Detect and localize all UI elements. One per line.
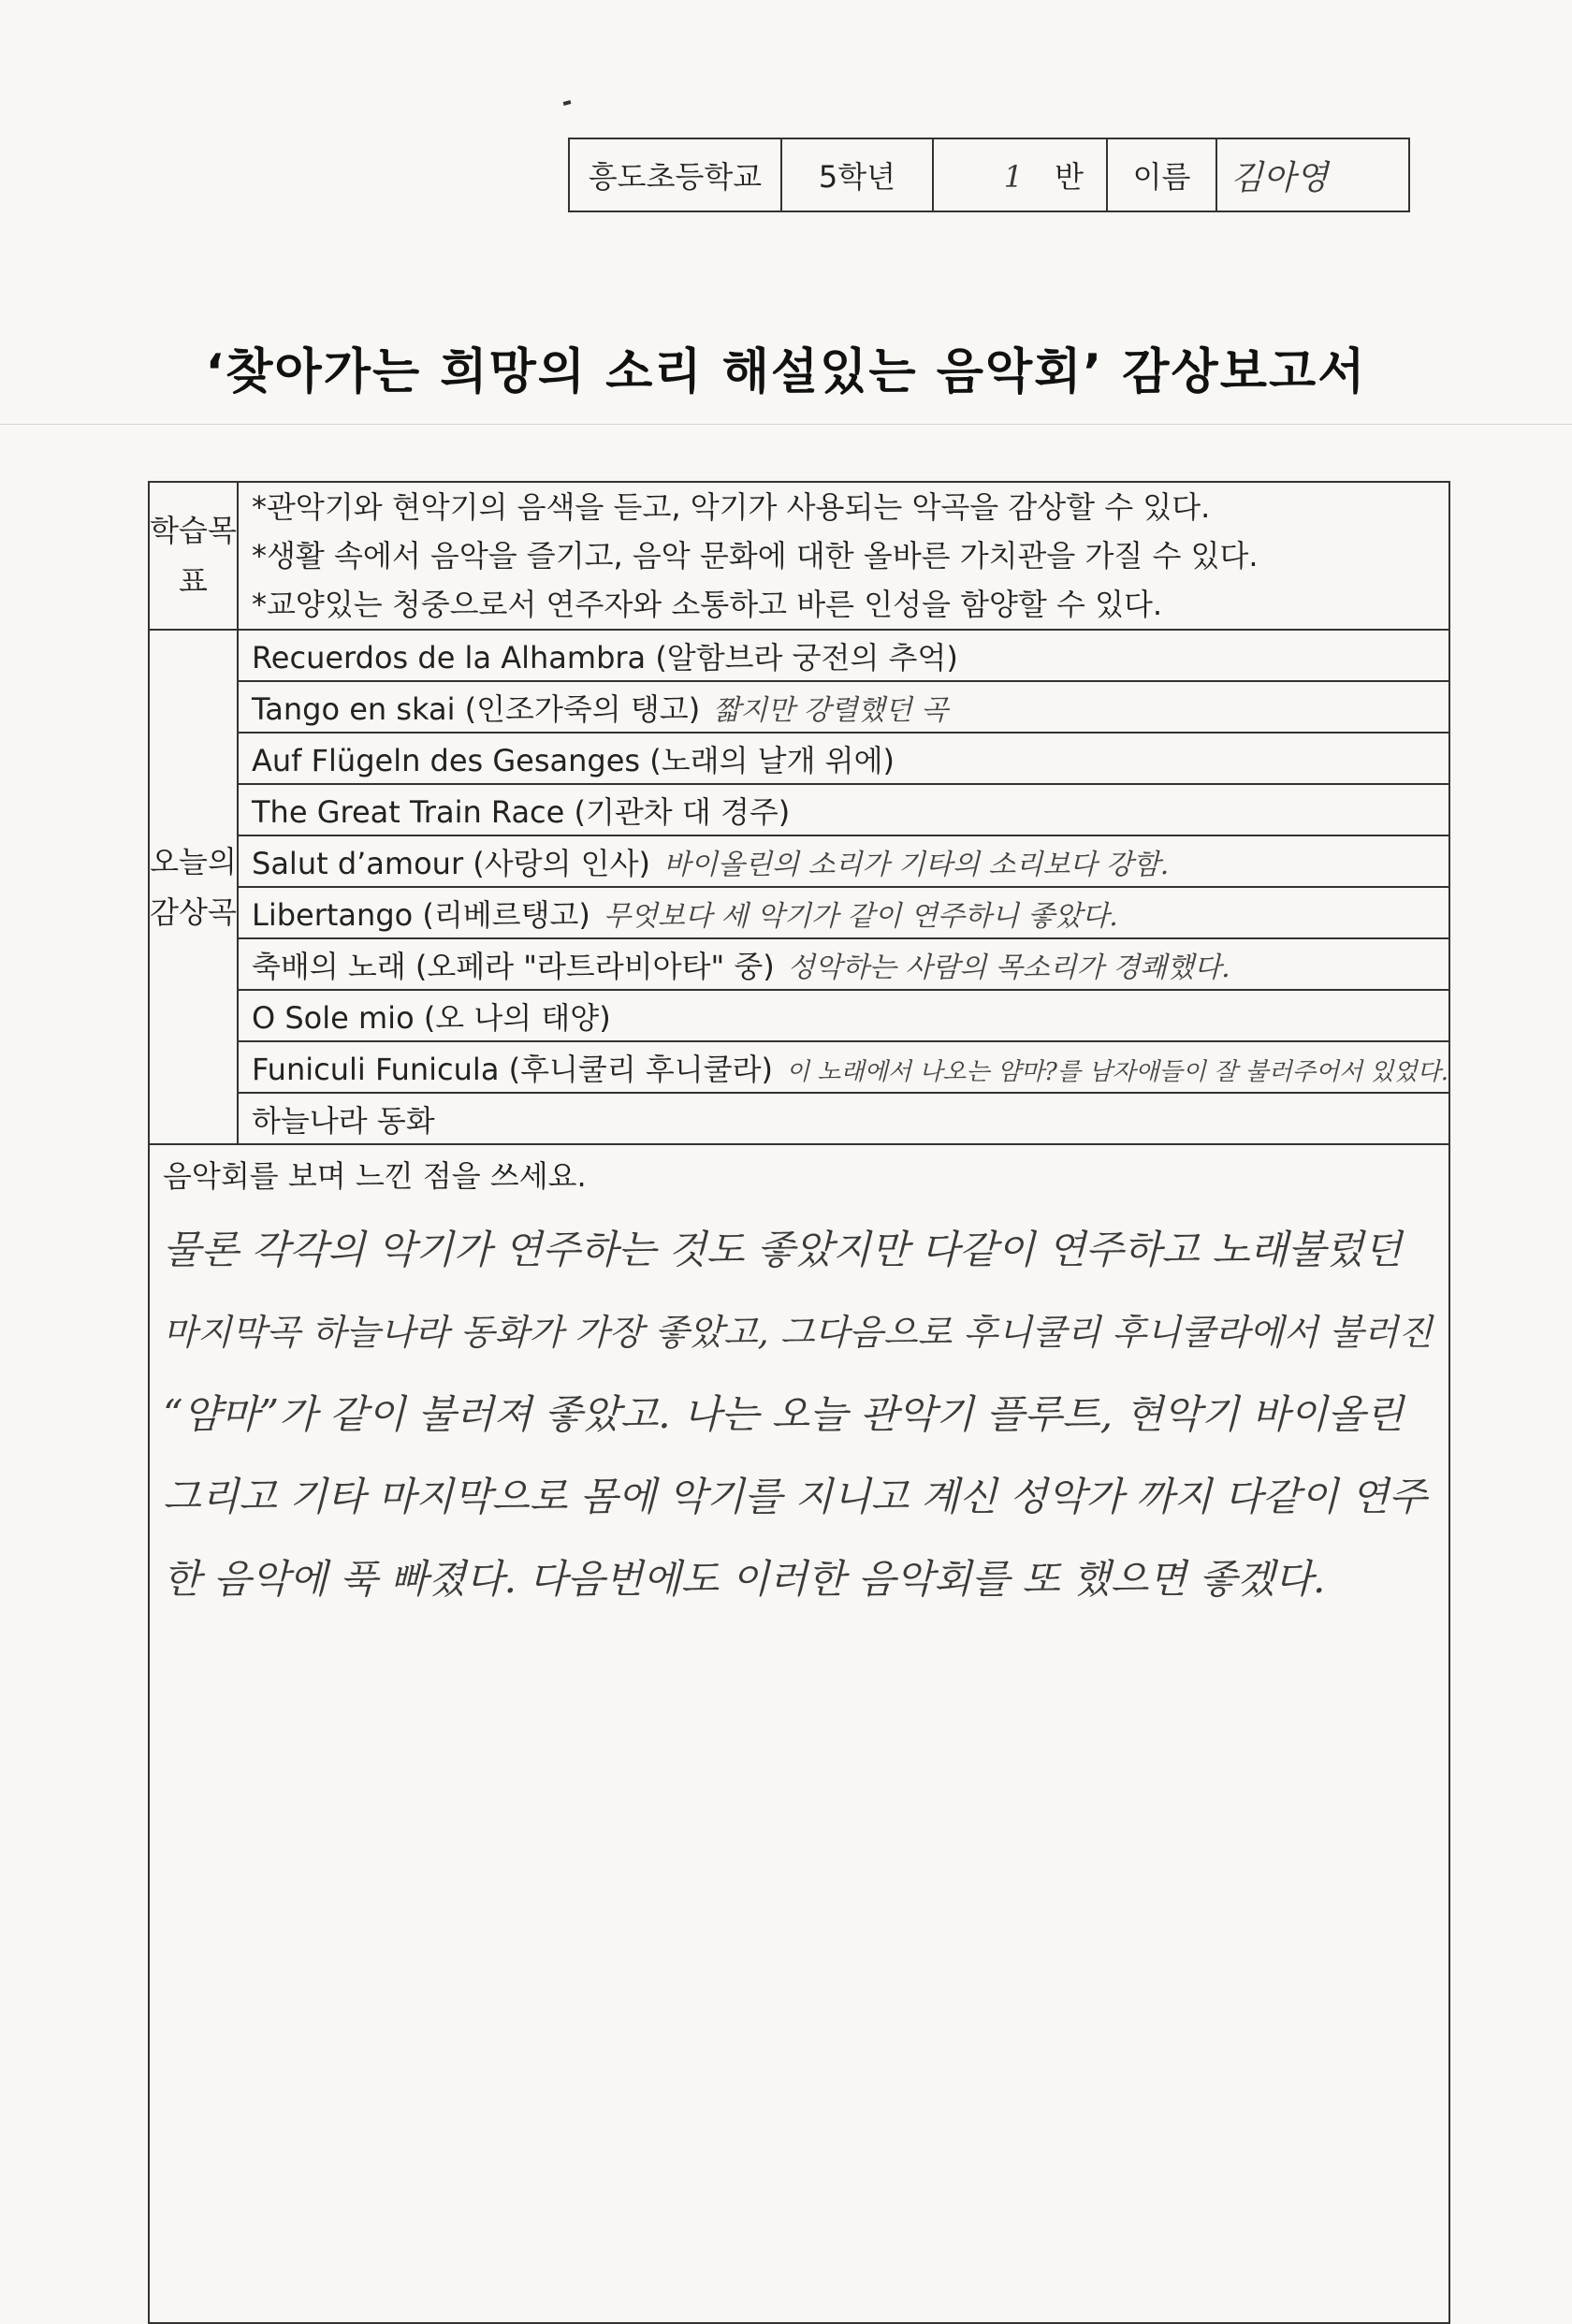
- song-comment: 무엇보다 세 악기가 같이 연주하니 좋았다.: [603, 899, 1118, 933]
- song-title: 하늘나라 동화: [252, 1102, 435, 1139]
- song-title: Libertango (리베르탱고): [252, 896, 590, 933]
- name-label: 이름: [1107, 138, 1216, 211]
- song-comment: 성악하는 사람의 목소리가 경쾌했다.: [787, 951, 1230, 984]
- song-title: Funiculi Funicula (후니쿨리 후니쿨라): [252, 1051, 774, 1087]
- song-title: 축배의 노래 (오페라 "라트라비아타" 중): [252, 948, 775, 984]
- song-comment: 바이올린의 소리가 기타의 소리보다 강함.: [662, 848, 1170, 881]
- impression-line: “얌마”가 같이 불러져 좋았고. 나는 오늘 관악기 플루트, 현악기 바이올린: [163, 1391, 1404, 1437]
- song-comment: 짧지만 강렬했던 곡: [713, 693, 949, 727]
- school-name: 흥도초등학교: [569, 138, 781, 211]
- song-row: [149, 1093, 1449, 1144]
- songs-label-line-1: 오늘의: [150, 843, 237, 879]
- impression-line: 그리고 기타 마지막으로 몸에 악기를 지니고 계신 성악가 까지 다같이 연주: [163, 1474, 1427, 1519]
- song-row: [149, 938, 1449, 990]
- goals-cell: [238, 482, 1449, 630]
- songs-label: [149, 630, 238, 1144]
- song-row: [149, 990, 1449, 1041]
- song-cell: [238, 681, 1449, 733]
- song-cell: [238, 990, 1449, 1041]
- songs-label-line-2: 감상곡: [150, 894, 237, 930]
- song-cell: [238, 1093, 1449, 1144]
- song-title: Salut d’amour (사랑의 인사): [252, 845, 650, 881]
- song-title: Tango en skai (인조가죽의 탱고): [252, 690, 701, 727]
- goals-row: [149, 482, 1449, 630]
- song-row: [149, 784, 1449, 835]
- student-name: 김아영: [1230, 158, 1329, 197]
- paper-fold-line: [0, 424, 1572, 425]
- song-title: The Great Train Race (기관차 대 경주): [252, 793, 791, 830]
- report-form-table: [148, 481, 1450, 2324]
- grade: 5학년: [781, 138, 933, 211]
- report-title: ‘찾아가는 희망의 소리 해설있는 음악회’ 감상보고서: [205, 344, 1367, 400]
- song-title: Auf Flügeln des Gesanges (노래의 날개 위에): [252, 742, 895, 778]
- goal-line: *교양있는 청중으로서 연주자와 소통하고 바른 인성을 함양할 수 있다.: [252, 587, 1163, 622]
- goal-line: *관악기와 현악기의 음색을 듣고, 악기가 사용되는 악곡을 감상할 수 있다.: [252, 489, 1211, 525]
- impression-handwriting: [163, 1209, 1435, 1620]
- goals-label: 학습목표: [149, 482, 238, 630]
- song-cell: [238, 835, 1449, 887]
- song-row: [149, 887, 1449, 938]
- student-info-table: [568, 138, 1410, 212]
- song-cell: [238, 887, 1449, 938]
- song-title: Recuerdos de la Alhambra (알함브라 궁전의 추억): [252, 639, 958, 675]
- impression-row: [149, 1144, 1449, 2323]
- song-title: O Sole mio (오 나의 태양): [252, 999, 611, 1036]
- class-cell: [933, 138, 1107, 211]
- song-comment: 이 노래에서 나오는 얌마?를 남자애들이 잘 불러주어서 있었다.: [786, 1057, 1448, 1086]
- class-label: 반: [1055, 159, 1084, 195]
- song-row: [149, 733, 1449, 784]
- song-cell: [238, 630, 1449, 681]
- song-cell: [238, 1041, 1449, 1093]
- goal-line: *생활 속에서 음악을 즐기고, 음악 문화에 대한 올바른 가치관을 가질 수 있다.: [252, 538, 1259, 574]
- impression-line: 한 음악에 푹 빠졌다. 다음번에도 이러한 음악회를 또 했으면 좋겠다.: [163, 1556, 1326, 1602]
- song-cell: [238, 733, 1449, 784]
- song-cell: [238, 784, 1449, 835]
- impression-line: 물론 각각의 악기가 연주하는 것도 좋았지만 다같이 연주하고 노래불렀던: [163, 1227, 1402, 1272]
- song-row: [149, 681, 1449, 733]
- impression-cell: [149, 1144, 1449, 2323]
- song-row: [149, 835, 1449, 887]
- song-cell: [238, 938, 1449, 990]
- name-cell: [1216, 138, 1409, 211]
- impression-prompt: 음악회를 보며 느낀 점을 쓰세요.: [163, 1158, 587, 1194]
- scan-speck: [563, 100, 572, 106]
- song-row: [149, 630, 1449, 681]
- class-number: 1: [1003, 159, 1024, 195]
- impression-line: 마지막곡 하늘나라 동화가 가장 좋았고, 그다음으로 후니쿨리 후니쿨라에서 불러진: [163, 1312, 1433, 1353]
- song-row: [149, 1041, 1449, 1093]
